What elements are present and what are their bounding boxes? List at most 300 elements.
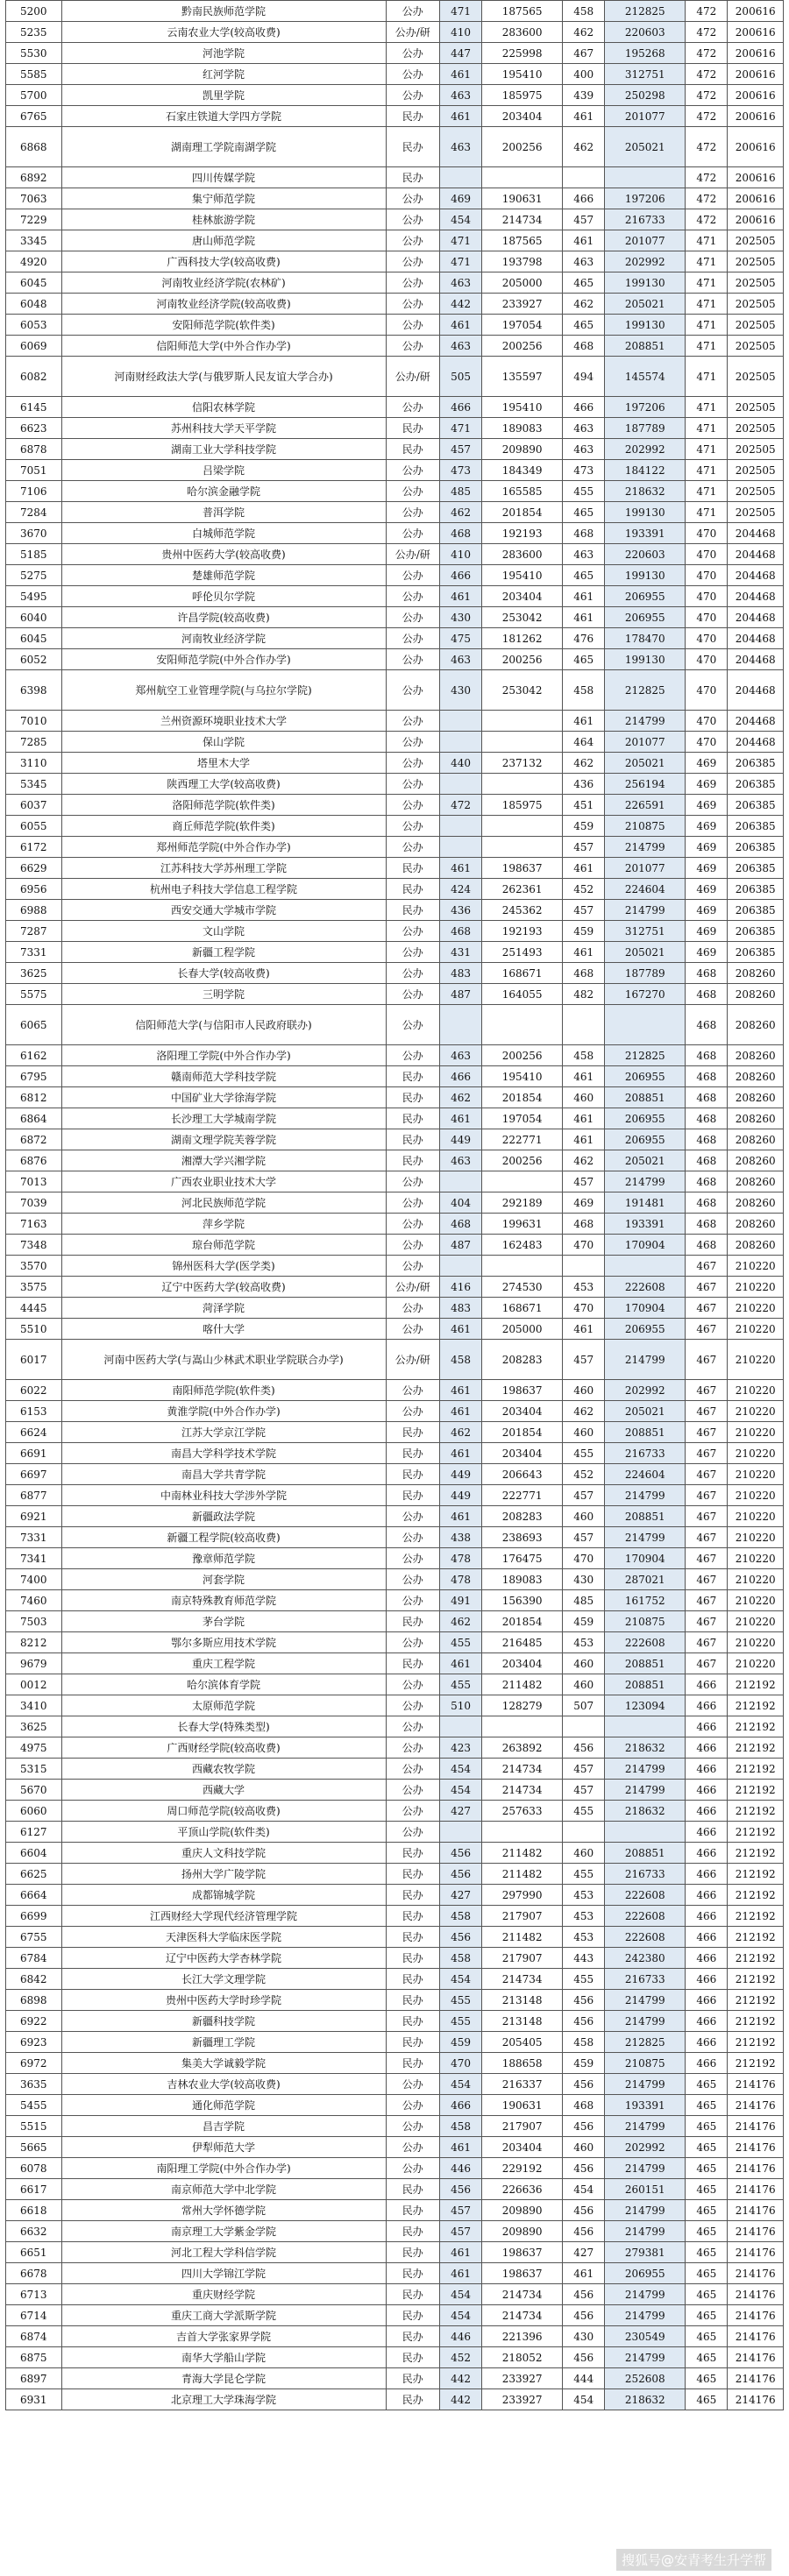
school-name-cell: 新疆科技学院 <box>61 2011 386 2032</box>
rank-2022-cell: 210875 <box>605 816 686 837</box>
score-2023-cell: 470 <box>686 711 728 732</box>
school-type-cell: 民办 <box>386 106 439 127</box>
score-2021-cell: 410 <box>439 544 481 565</box>
score-2022-cell: 457 <box>563 837 605 858</box>
rank-2023-cell: 208260 <box>728 1171 784 1192</box>
school-type-cell: 公办 <box>386 1005 439 1045</box>
rank-2022-cell: 161752 <box>605 1590 686 1611</box>
school-code-cell: 0012 <box>6 1674 62 1695</box>
school-type-cell: 民办 <box>386 127 439 167</box>
table-row <box>6 1443 784 1464</box>
score-2021-cell: 454 <box>439 1780 481 1801</box>
rank-2021-cell: 168671 <box>482 963 563 984</box>
school-code-cell: 7460 <box>6 1590 62 1611</box>
school-code-cell: 6713 <box>6 2284 62 2305</box>
school-name-cell: 普洱学院 <box>61 502 386 523</box>
rank-2021-cell: 201854 <box>482 1611 563 1632</box>
table-row <box>6 2368 784 2389</box>
school-code-cell: 6065 <box>6 1005 62 1045</box>
table-row <box>6 1401 784 1422</box>
rank-2023-cell: 200616 <box>728 167 784 188</box>
rank-2021-cell: 222771 <box>482 1129 563 1150</box>
rank-2021-cell: 189083 <box>482 1569 563 1590</box>
table-row <box>6 1611 784 1632</box>
table-row <box>6 2095 784 2116</box>
score-2022-cell: 468 <box>563 1214 605 1235</box>
school-name-cell: 湖南文理学院芙蓉学院 <box>61 1129 386 1150</box>
school-type-cell: 民办 <box>386 1150 439 1171</box>
rank-2023-cell: 214176 <box>728 2074 784 2095</box>
score-2021-cell: 446 <box>439 2158 481 2179</box>
rank-2021-cell: 203404 <box>482 2137 563 2158</box>
watermark-label: 搜狐号@安青考生升学帮 <box>616 2549 771 2571</box>
score-2022-cell: 457 <box>563 1171 605 1192</box>
score-2021-cell: 471 <box>439 1 481 22</box>
table-row <box>6 2200 784 2221</box>
table-row <box>6 2158 784 2179</box>
score-2023-cell: 471 <box>686 357 728 397</box>
score-2022-cell: 462 <box>563 22 605 43</box>
school-type-cell: 公办/研 <box>386 1340 439 1380</box>
school-type-cell: 民办 <box>386 1885 439 1906</box>
table-row <box>6 127 784 167</box>
rank-2022-cell: 191481 <box>605 1192 686 1214</box>
rank-2022-cell: 312751 <box>605 64 686 85</box>
school-code-cell: 3575 <box>6 1277 62 1298</box>
table-row <box>6 188 784 209</box>
score-2022-cell: 462 <box>563 753 605 774</box>
score-2023-cell: 470 <box>686 732 728 753</box>
school-type-cell: 公办 <box>386 1506 439 1527</box>
rank-2023-cell: 210220 <box>728 1548 784 1569</box>
rank-2021-cell: 222771 <box>482 1485 563 1506</box>
rank-2022-cell: 208851 <box>605 336 686 357</box>
school-type-cell: 公办 <box>386 2137 439 2158</box>
score-2021-cell <box>439 816 481 837</box>
table-row <box>6 2032 784 2053</box>
school-name-cell: 重庆工程学院 <box>61 1653 386 1674</box>
score-2021-cell: 505 <box>439 357 481 397</box>
rank-2022-cell: 167270 <box>605 984 686 1005</box>
rank-2023-cell: 212192 <box>728 2053 784 2074</box>
table-row <box>6 1422 784 1443</box>
rank-2022-cell: 214799 <box>605 2011 686 2032</box>
school-code-cell: 6048 <box>6 294 62 315</box>
table-row <box>6 2137 784 2158</box>
score-2022-cell: 453 <box>563 1906 605 1927</box>
rank-2023-cell: 210220 <box>728 1590 784 1611</box>
rank-2021-cell: 233927 <box>482 2368 563 2389</box>
school-type-cell: 公办 <box>386 2158 439 2179</box>
score-2023-cell: 467 <box>686 1548 728 1569</box>
school-code-cell: 6618 <box>6 2200 62 2221</box>
rank-2022-cell: 216733 <box>605 1443 686 1464</box>
score-2023-cell: 472 <box>686 167 728 188</box>
score-2021-cell: 438 <box>439 1527 481 1548</box>
score-2023-cell: 471 <box>686 336 728 357</box>
score-2021-cell: 430 <box>439 670 481 711</box>
school-code-cell: 6956 <box>6 879 62 900</box>
school-type-cell: 民办 <box>386 2053 439 2074</box>
school-code-cell: 7163 <box>6 1214 62 1235</box>
score-2022-cell: 454 <box>563 2389 605 2410</box>
school-code-cell: 6923 <box>6 2032 62 2053</box>
score-2021-cell: 471 <box>439 418 481 439</box>
school-type-cell: 公办 <box>386 502 439 523</box>
rank-2023-cell: 202505 <box>728 294 784 315</box>
score-2022-cell: 467 <box>563 43 605 64</box>
table-row <box>6 1548 784 1569</box>
score-2021-cell: 491 <box>439 1590 481 1611</box>
table-row <box>6 2347 784 2368</box>
school-name-cell: 信阳农林学院 <box>61 397 386 418</box>
score-2023-cell: 470 <box>686 544 728 565</box>
table-row <box>6 1087 784 1108</box>
school-name-cell: 新疆理工学院 <box>61 2032 386 2053</box>
rank-2022-cell: 193391 <box>605 523 686 544</box>
rank-2022-cell: 208851 <box>605 1087 686 1108</box>
rank-2021-cell: 187565 <box>482 1 563 22</box>
school-name-cell: 南阳师范学院(软件类) <box>61 1380 386 1401</box>
score-2021-cell: 442 <box>439 2389 481 2410</box>
school-code-cell: 5700 <box>6 85 62 106</box>
rank-2022-cell: 214799 <box>605 2347 686 2368</box>
score-2023-cell: 466 <box>686 1969 728 1990</box>
rank-2021-cell: 253042 <box>482 670 563 711</box>
score-2022-cell: 458 <box>563 1045 605 1066</box>
school-type-cell: 民办 <box>386 2326 439 2347</box>
school-name-cell: 广西科技大学(较高收费) <box>61 251 386 272</box>
rank-2021-cell: 208283 <box>482 1340 563 1380</box>
rank-2022-cell: 202992 <box>605 439 686 460</box>
rank-2023-cell: 208260 <box>728 1235 784 1256</box>
table-row <box>6 106 784 127</box>
score-2022-cell: 456 <box>563 2347 605 2368</box>
score-2021-cell: 462 <box>439 1611 481 1632</box>
score-2021-cell: 461 <box>439 586 481 607</box>
rank-2023-cell: 212192 <box>728 1948 784 1969</box>
score-2022-cell <box>563 1256 605 1277</box>
table-row <box>6 1045 784 1066</box>
table-row <box>6 963 784 984</box>
score-2022-cell: 456 <box>563 2158 605 2179</box>
score-2023-cell: 466 <box>686 1990 728 2011</box>
rank-2023-cell: 204468 <box>728 586 784 607</box>
school-code-cell: 7284 <box>6 502 62 523</box>
score-2023-cell: 471 <box>686 294 728 315</box>
score-2023-cell: 466 <box>686 1801 728 1822</box>
rank-2023-cell: 210220 <box>728 1422 784 1443</box>
rank-2023-cell: 208260 <box>728 1108 784 1129</box>
school-name-cell: 萍乡学院 <box>61 1214 386 1235</box>
score-2021-cell <box>439 1256 481 1277</box>
rank-2023-cell: 212192 <box>728 1927 784 1948</box>
score-2023-cell: 471 <box>686 397 728 418</box>
school-code-cell: 5495 <box>6 586 62 607</box>
school-code-cell: 6022 <box>6 1380 62 1401</box>
score-2022-cell: 451 <box>563 795 605 816</box>
rank-2021-cell: 216485 <box>482 1632 563 1653</box>
rank-2022-cell: 199130 <box>605 649 686 670</box>
school-type-cell: 公办 <box>386 774 439 795</box>
school-name-cell: 石家庄铁道大学四方学院 <box>61 106 386 127</box>
score-2021-cell: 458 <box>439 2116 481 2137</box>
score-2021-cell: 456 <box>439 2179 481 2200</box>
score-2022-cell: 457 <box>563 1759 605 1780</box>
school-type-cell: 民办 <box>386 1927 439 1948</box>
rank-2023-cell: 210220 <box>728 1506 784 1527</box>
school-code-cell: 6037 <box>6 795 62 816</box>
score-2021-cell: 457 <box>439 2200 481 2221</box>
school-code-cell: 7063 <box>6 188 62 209</box>
score-2021-cell: 471 <box>439 251 481 272</box>
rank-2022-cell: 222608 <box>605 1906 686 1927</box>
rank-2022-cell: 178470 <box>605 628 686 649</box>
score-2023-cell: 470 <box>686 523 728 544</box>
score-2023-cell: 471 <box>686 481 728 502</box>
school-code-cell: 6897 <box>6 2368 62 2389</box>
school-type-cell: 公办 <box>386 85 439 106</box>
score-2022-cell: 456 <box>563 2200 605 2221</box>
rank-2022-cell: 214799 <box>605 2221 686 2242</box>
score-2022-cell: 470 <box>563 1298 605 1319</box>
rank-2023-cell: 208260 <box>728 1005 784 1045</box>
table-row <box>6 502 784 523</box>
school-name-cell: 吉首大学张家界学院 <box>61 2326 386 2347</box>
school-name-cell: 许昌学院(较高收费) <box>61 607 386 628</box>
score-2022-cell: 461 <box>563 1319 605 1340</box>
school-type-cell: 公办 <box>386 753 439 774</box>
table-row <box>6 22 784 43</box>
school-name-cell: 吉林农业大学(较高收费) <box>61 2074 386 2095</box>
score-2021-cell: 456 <box>439 1927 481 1948</box>
score-2023-cell: 465 <box>686 2179 728 2200</box>
rank-2023-cell: 210220 <box>728 1340 784 1380</box>
rank-2023-cell: 204468 <box>728 732 784 753</box>
school-code-cell: 6623 <box>6 418 62 439</box>
table-row <box>6 921 784 942</box>
school-type-cell: 公办 <box>386 272 439 294</box>
rank-2022-cell <box>605 167 686 188</box>
school-type-cell: 公办 <box>386 1632 439 1653</box>
school-code-cell: 7331 <box>6 942 62 963</box>
rank-2022-cell: 256194 <box>605 774 686 795</box>
table-row <box>6 774 784 795</box>
score-2023-cell: 466 <box>686 1716 728 1737</box>
table-row <box>6 1632 784 1653</box>
rank-2023-cell: 214176 <box>728 2116 784 2137</box>
table-row <box>6 230 784 251</box>
table-row <box>6 481 784 502</box>
rank-2021-cell: 209890 <box>482 2200 563 2221</box>
rank-2021-cell <box>482 1171 563 1192</box>
school-name-cell: 广西农业职业技术大学 <box>61 1171 386 1192</box>
score-2022-cell: 468 <box>563 963 605 984</box>
school-code-cell: 6078 <box>6 2158 62 2179</box>
score-2021-cell: 458 <box>439 1948 481 1969</box>
score-2023-cell: 472 <box>686 1 728 22</box>
school-name-cell: 南华大学船山学院 <box>61 2347 386 2368</box>
table-row <box>6 2389 784 2410</box>
score-2021-cell: 442 <box>439 294 481 315</box>
rank-2023-cell: 212192 <box>728 1716 784 1737</box>
rank-2023-cell: 200616 <box>728 106 784 127</box>
score-2023-cell: 472 <box>686 127 728 167</box>
school-name-cell: 辽宁中医药大学杏林学院 <box>61 1948 386 1969</box>
school-name-cell: 吕梁学院 <box>61 460 386 481</box>
rank-2021-cell: 198637 <box>482 858 563 879</box>
rank-2022-cell: 218632 <box>605 481 686 502</box>
school-name-cell: 杭州电子科技大学信息工程学院 <box>61 879 386 900</box>
school-name-cell: 茅台学院 <box>61 1611 386 1632</box>
score-2023-cell: 468 <box>686 1066 728 1087</box>
rank-2022-cell: 230549 <box>605 2326 686 2347</box>
rank-2023-cell: 214176 <box>728 2326 784 2347</box>
school-type-cell: 公办 <box>386 294 439 315</box>
score-2022-cell: 461 <box>563 230 605 251</box>
score-2022-cell: 461 <box>563 607 605 628</box>
rank-2021-cell: 262361 <box>482 879 563 900</box>
rank-2022-cell: 206955 <box>605 1129 686 1150</box>
rank-2021-cell: 181262 <box>482 628 563 649</box>
table-row <box>6 649 784 670</box>
school-type-cell: 公办 <box>386 1780 439 1801</box>
score-2021-cell: 454 <box>439 2074 481 2095</box>
score-2023-cell: 465 <box>686 2389 728 2410</box>
score-2021-cell: 462 <box>439 1422 481 1443</box>
rank-2022-cell <box>605 1716 686 1737</box>
rank-2023-cell: 204468 <box>728 649 784 670</box>
table-row <box>6 711 784 732</box>
score-2021-cell <box>439 167 481 188</box>
school-type-cell: 公办/研 <box>386 22 439 43</box>
rank-2021-cell: 203404 <box>482 1653 563 1674</box>
school-name-cell: 桂林旅游学院 <box>61 209 386 230</box>
school-name-cell: 集宁师范学院 <box>61 188 386 209</box>
score-2023-cell: 467 <box>686 1319 728 1340</box>
table-row <box>6 2074 784 2095</box>
school-name-cell: 长春大学(较高收费) <box>61 963 386 984</box>
school-code-cell: 6765 <box>6 106 62 127</box>
rank-2023-cell: 204468 <box>728 565 784 586</box>
school-type-cell: 民办 <box>386 2179 439 2200</box>
score-2023-cell: 465 <box>686 2221 728 2242</box>
rank-2023-cell: 208260 <box>728 1066 784 1087</box>
score-2021-cell: 431 <box>439 942 481 963</box>
rank-2021-cell: 217907 <box>482 1948 563 1969</box>
rank-2021-cell: 176475 <box>482 1548 563 1569</box>
score-2022-cell: 456 <box>563 2011 605 2032</box>
school-code-cell: 6864 <box>6 1108 62 1129</box>
school-name-cell: 湖南工业大学科技学院 <box>61 439 386 460</box>
school-type-cell: 公办 <box>386 315 439 336</box>
score-2023-cell: 471 <box>686 418 728 439</box>
rank-2021-cell: 198637 <box>482 1380 563 1401</box>
school-type-cell: 公办 <box>386 64 439 85</box>
rank-2023-cell: 200616 <box>728 209 784 230</box>
score-2022-cell: 461 <box>563 858 605 879</box>
score-2023-cell: 468 <box>686 1108 728 1129</box>
score-2022-cell: 463 <box>563 251 605 272</box>
score-2022-cell: 462 <box>563 1401 605 1422</box>
rank-2022-cell: 220603 <box>605 22 686 43</box>
score-2022-cell: 458 <box>563 1 605 22</box>
score-2022-cell: 460 <box>563 1506 605 1527</box>
table-row <box>6 1885 784 1906</box>
score-2021-cell: 485 <box>439 481 481 502</box>
school-name-cell: 白城师范学院 <box>61 523 386 544</box>
score-2022-cell: 430 <box>563 2326 605 2347</box>
rank-2022-cell: 184122 <box>605 460 686 481</box>
school-type-cell: 公办 <box>386 460 439 481</box>
score-2022-cell: 459 <box>563 816 605 837</box>
school-code-cell: 5670 <box>6 1780 62 1801</box>
rank-2022-cell: 214799 <box>605 2074 686 2095</box>
score-2023-cell: 469 <box>686 816 728 837</box>
rank-2023-cell: 212192 <box>728 1801 784 1822</box>
score-2023-cell: 467 <box>686 1632 728 1653</box>
rank-2021-cell <box>482 1256 563 1277</box>
score-2023-cell: 466 <box>686 1822 728 1843</box>
score-2022-cell: 465 <box>563 315 605 336</box>
score-2023-cell: 467 <box>686 1653 728 1674</box>
rank-2021-cell: 205000 <box>482 272 563 294</box>
score-2023-cell: 465 <box>686 2368 728 2389</box>
rank-2023-cell: 206385 <box>728 900 784 921</box>
score-2022-cell: 459 <box>563 2053 605 2074</box>
school-code-cell: 7039 <box>6 1192 62 1214</box>
rank-2022-cell: 206955 <box>605 1108 686 1129</box>
rank-2022-cell: 279381 <box>605 2242 686 2263</box>
table-row <box>6 837 784 858</box>
school-type-cell: 民办 <box>386 1990 439 2011</box>
table-row <box>6 1927 784 1948</box>
score-2022-cell: 455 <box>563 481 605 502</box>
rank-2023-cell: 214176 <box>728 2347 784 2368</box>
score-2023-cell: 472 <box>686 22 728 43</box>
score-2021-cell: 458 <box>439 1906 481 1927</box>
school-code-cell: 3670 <box>6 523 62 544</box>
rank-2022-cell: 214799 <box>605 1990 686 2011</box>
rank-2023-cell: 208260 <box>728 1192 784 1214</box>
rank-2021-cell: 197054 <box>482 1108 563 1129</box>
rank-2021-cell: 283600 <box>482 544 563 565</box>
school-type-cell: 公办 <box>386 816 439 837</box>
school-code-cell: 6921 <box>6 1506 62 1527</box>
score-2023-cell: 472 <box>686 43 728 64</box>
score-2021-cell: 454 <box>439 1759 481 1780</box>
score-2021-cell: 410 <box>439 22 481 43</box>
score-2023-cell: 466 <box>686 1864 728 1885</box>
school-name-cell: 赣南师范大学科技学院 <box>61 1066 386 1087</box>
score-2021-cell: 456 <box>439 1864 481 1885</box>
school-name-cell: 黔南民族师范学院 <box>61 1 386 22</box>
score-2021-cell: 466 <box>439 397 481 418</box>
school-code-cell: 6082 <box>6 357 62 397</box>
score-2021-cell <box>439 774 481 795</box>
score-2023-cell: 471 <box>686 315 728 336</box>
school-code-cell: 6624 <box>6 1422 62 1443</box>
rank-2022-cell: 199130 <box>605 272 686 294</box>
school-type-cell: 民办 <box>386 2263 439 2284</box>
school-type-cell: 公办 <box>386 1674 439 1695</box>
score-2021-cell: 469 <box>439 188 481 209</box>
rank-2023-cell: 208260 <box>728 1087 784 1108</box>
score-2023-cell: 469 <box>686 753 728 774</box>
table-row <box>6 523 784 544</box>
score-2023-cell: 465 <box>686 2200 728 2221</box>
rank-2021-cell: 164055 <box>482 984 563 1005</box>
